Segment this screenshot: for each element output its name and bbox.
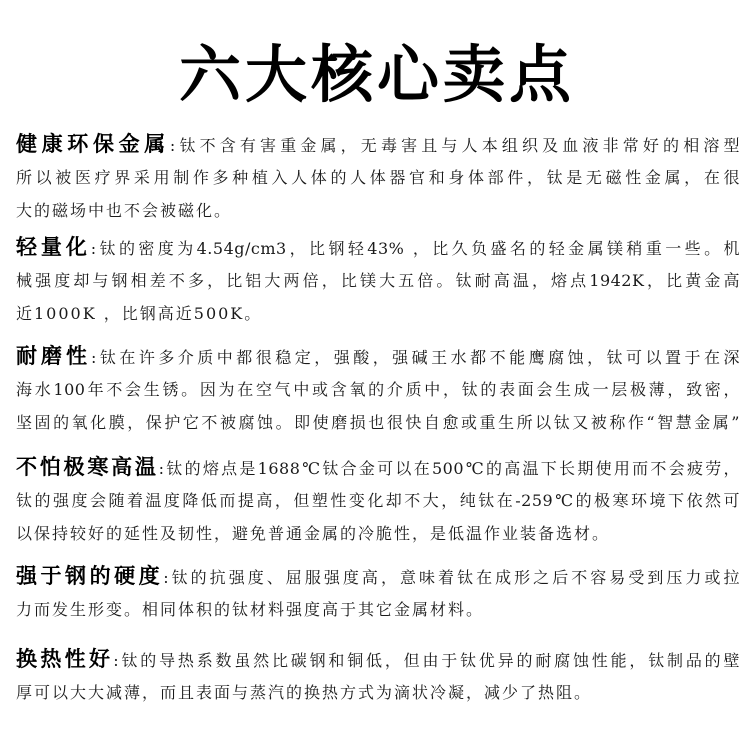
feature-text-line: 以保持较好的延性及韧性，避免普通金属的冷脆性，是低温作业装备选材。	[16, 524, 611, 543]
feature-first-line	[16, 340, 740, 373]
feature-heading: 不怕极寒高温	[16, 455, 159, 479]
feature-first-line	[16, 643, 740, 676]
feature-wear-resistance	[16, 340, 740, 439]
feature-heading: 轻量化	[16, 235, 91, 259]
feature-text: :钛的熔点是1688℃钛合金可以在500℃的高温下长期使用而不会疲劳，	[158, 459, 740, 478]
feature-text: :钛的密度为4.54g/cm3，比钢轻43% ，比久负盛名的轻金属镁稍重一些。机	[90, 239, 740, 258]
feature-text-line: 力而发生形变。相同体积的钛材料强度高于其它金属材料。	[16, 600, 485, 619]
feature-extreme-temperature	[16, 451, 740, 550]
feature-text: :钛不含有害重金属，无毒害且与人本组织及血液非常好的相溶型	[169, 136, 740, 155]
feature-text-line: 钛的强度会随着温度降低而提高，但塑性变化却不大，纯钛在-259℃的极寒环境下依然可	[16, 491, 740, 510]
feature-text-line: 大的磁场中也不会被磁化。	[16, 201, 233, 220]
feature-text-line: 坚固的氧化膜，保护它不被腐蚀。即使磨损也很快自愈或重生所以钛又被称作“智慧金属”	[16, 413, 740, 432]
feature-first-line	[16, 560, 740, 593]
feature-hardness	[16, 560, 740, 626]
page-title: 六大核心卖点	[178, 38, 575, 111]
feature-text: :钛在许多介质中都很稳定，强酸，强碱王水都不能鹰腐蚀，钛可以置于在深	[90, 348, 740, 367]
feature-text-line: 械强度却与钢相差不多，比铝大两倍，比镁大五倍。钛耐高温，熔点1942K，比黄金高	[16, 271, 740, 290]
feature-heading: 强于钢的硬度	[16, 564, 164, 588]
feature-text: :钛的导热系数虽然比碳钢和铜低，但由于钛优异的耐腐蚀性能，钛制品的壁	[113, 651, 740, 670]
feature-text: :钛的抗强度、屈服强度高，意味着钛在成形之后不容易受到压力或拉	[163, 568, 740, 587]
feature-text-line: 厚可以大大减薄，而且表面与蒸汽的换热方式为滴状冷凝，减少了热阻。	[16, 683, 593, 702]
feature-lightweight	[16, 231, 740, 330]
feature-health-eco-metal	[16, 128, 740, 227]
feature-first-line	[16, 231, 740, 264]
feature-heading: 健康环保金属	[16, 132, 170, 156]
feature-text-line: 海水100年不会生锈。因为在空气中或含氧的介质中，钛的表面会生成一层极薄，致密，	[16, 380, 740, 399]
feature-heading: 换热性好	[16, 647, 114, 671]
feature-first-line	[16, 128, 740, 161]
feature-text-line: 所以被医疗界采用制作多种植入人体的人体器官和身体部件，钛是无磁性金属，在很	[16, 168, 740, 187]
feature-heat-exchange	[16, 643, 740, 709]
feature-first-line	[16, 451, 740, 484]
feature-heading: 耐磨性	[16, 344, 91, 368]
feature-text-line: 近1000K ，比钢高近500K。	[16, 304, 263, 323]
